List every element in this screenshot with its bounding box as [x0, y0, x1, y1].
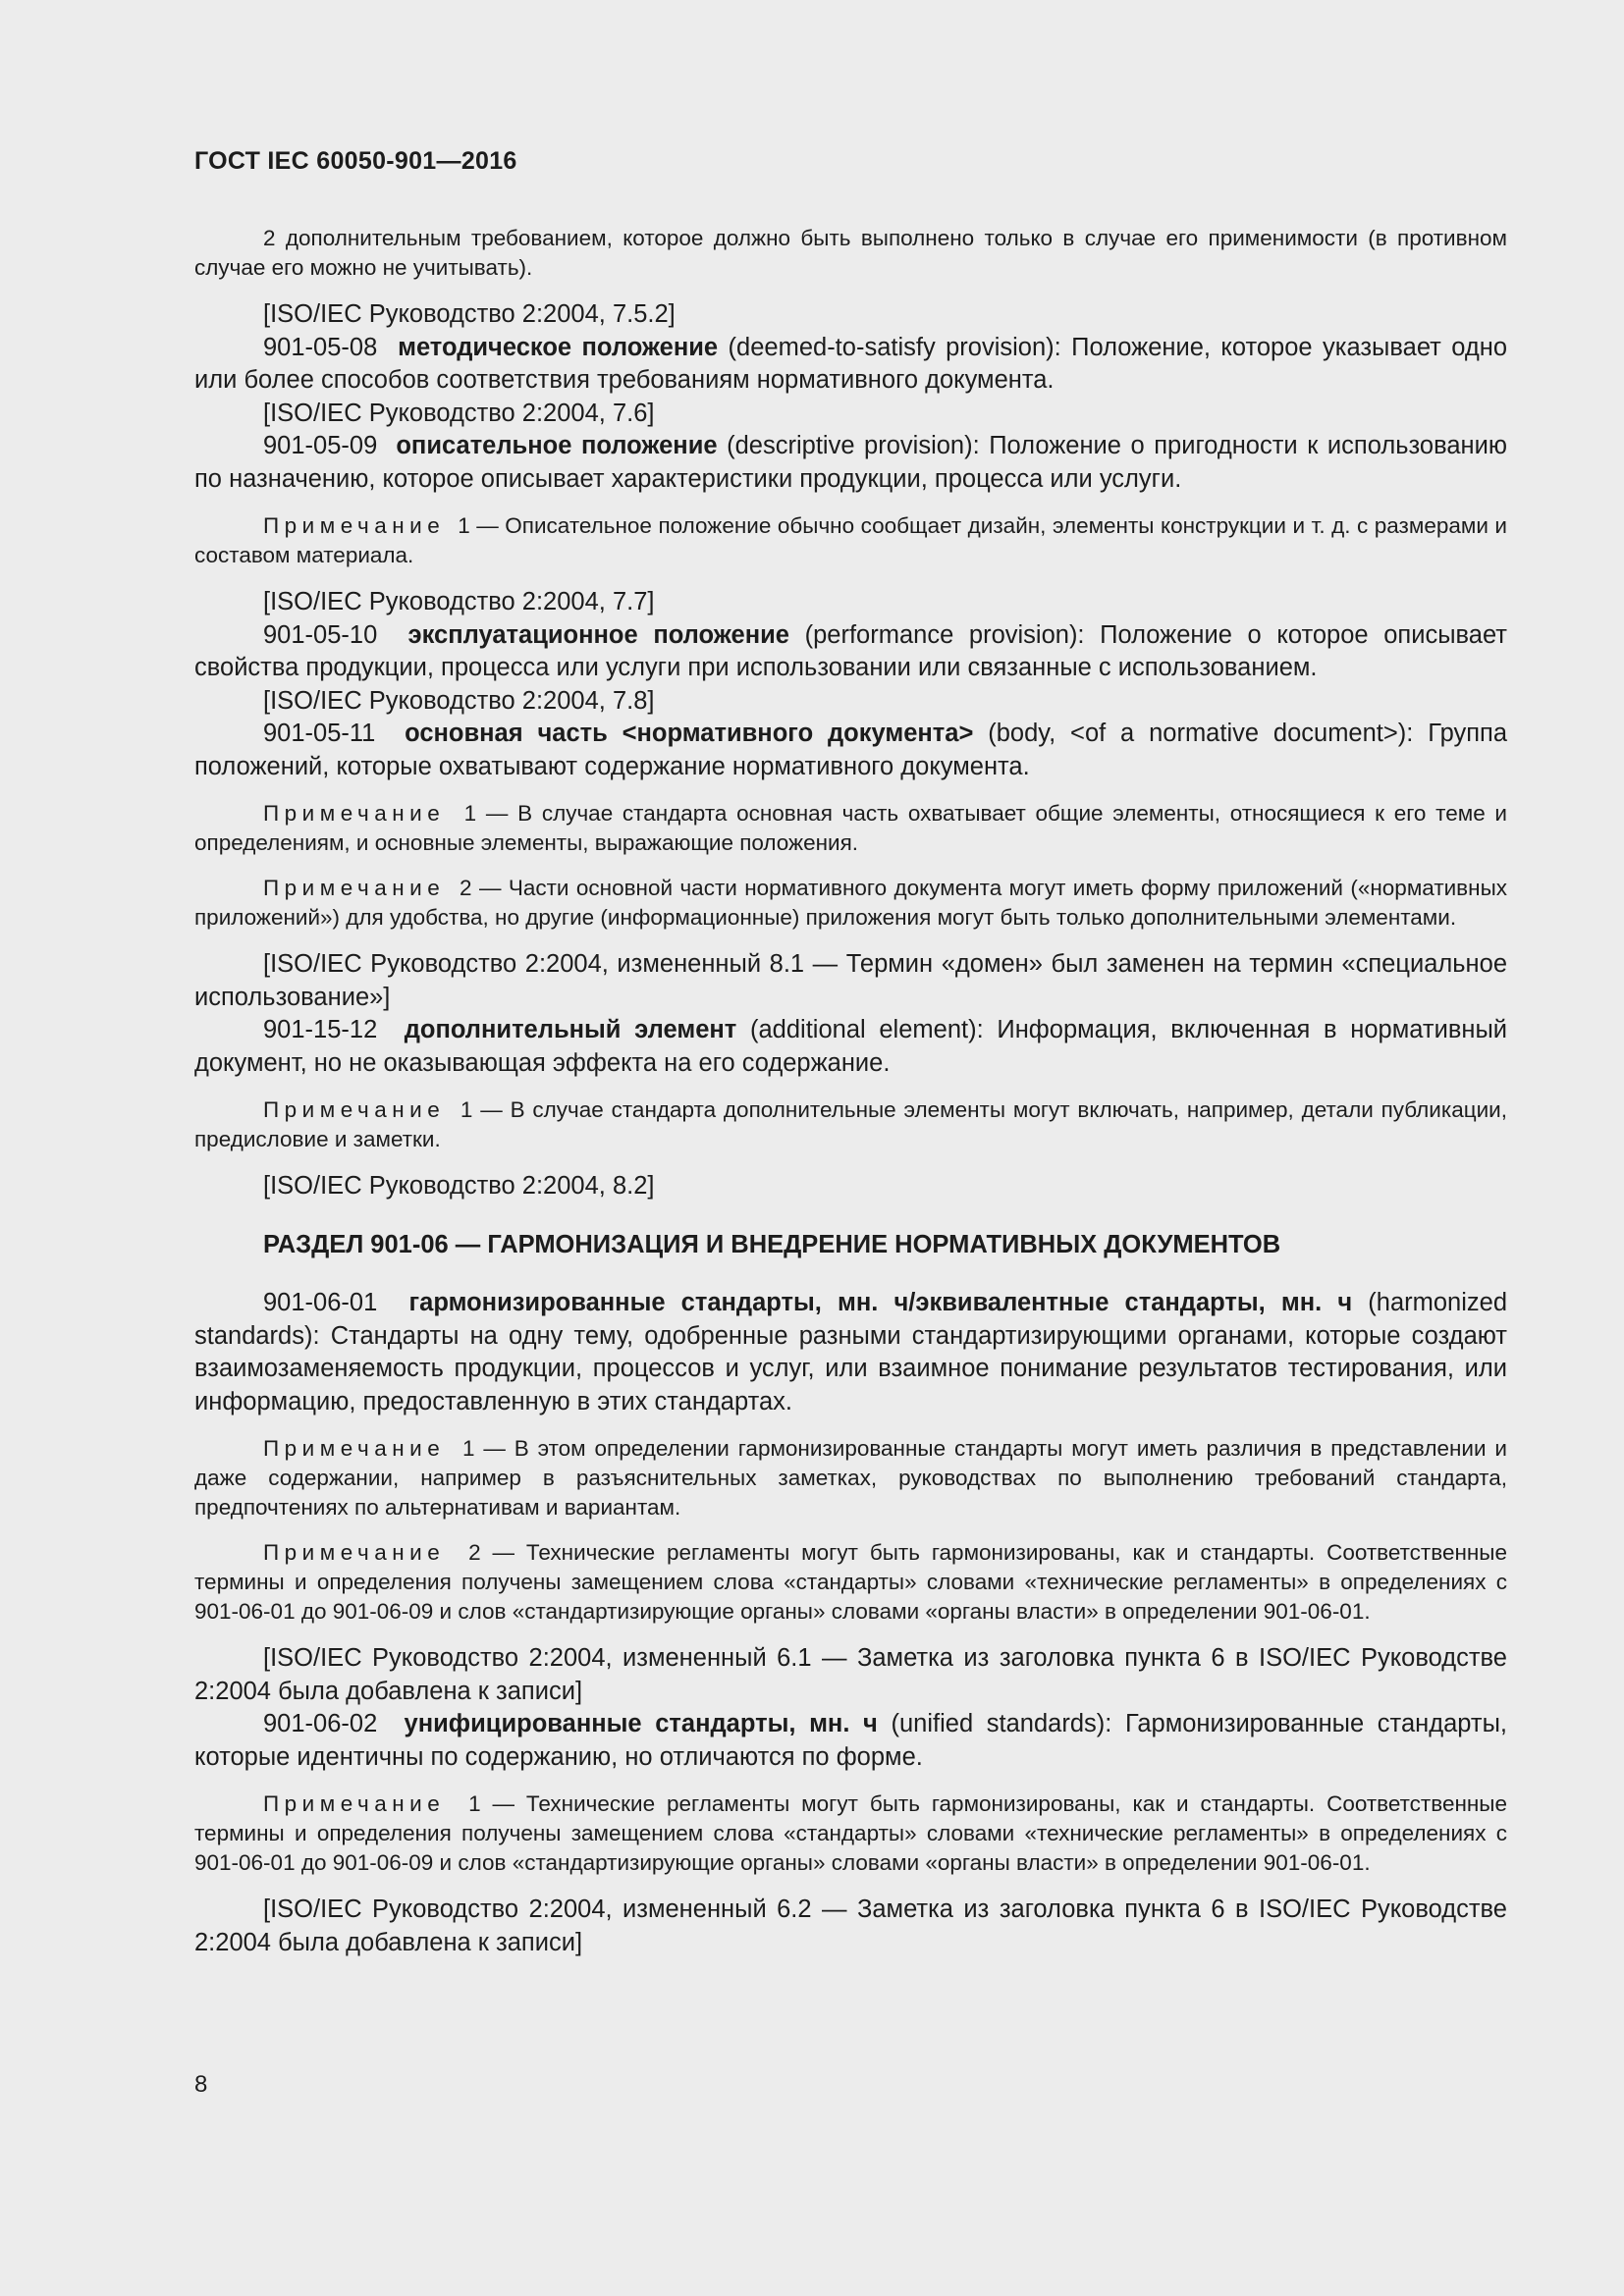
note-paragraph: [194, 1538, 1507, 1627]
note-label: Примечание: [263, 876, 446, 900]
paragraph-text: [ISO/IEC Руководство 2:2004, 7.5.2]: [263, 300, 676, 328]
note-label: Примечание: [263, 801, 446, 826]
page-number: 8: [194, 2071, 208, 2098]
term-name: эксплуатационное положение: [407, 620, 789, 649]
source-reference: [194, 948, 1507, 1014]
term-code: 901-06-01: [263, 1289, 378, 1316]
term-code: 901-15-12: [263, 1016, 378, 1043]
term-code: 901-05-08: [263, 333, 378, 361]
note-label: Примечание: [263, 1436, 446, 1461]
document-body: [194, 224, 1507, 1959]
note-paragraph: [194, 1434, 1507, 1522]
note-label: Примечание: [263, 1097, 446, 1122]
paragraph-text: 1 — В этом определении гармонизированные стандарты могут иметь различия в представлении и даже содержании, например в разъяснительных заметках, руководствах по выполнению требований стандарта, предпочтениях по альтернативам и вариантам.: [194, 1436, 1507, 1520]
source-reference: [194, 586, 1507, 619]
source-reference: [194, 685, 1507, 719]
term-name: методическое положение: [398, 333, 719, 361]
note-label: Примечание: [263, 1540, 446, 1565]
source-reference: [194, 1170, 1507, 1203]
term-entry: [194, 1287, 1507, 1418]
paragraph-text: 1 — Описательное положение обычно сообщает дизайн, элементы конструкции и т. д. с размерами и составом материала.: [194, 513, 1507, 567]
note-paragraph: [194, 799, 1507, 858]
source-reference: [194, 1642, 1507, 1708]
term-entry: [194, 1708, 1507, 1774]
source-reference: [194, 1894, 1507, 1959]
paragraph-text: [ISO/IEC Руководство 2:2004, 7.6]: [263, 399, 655, 427]
paragraph-text: 2 — Части основной части нормативного документа могут иметь форму приложений («нормативных приложений») для удобства, но другие (информационные) приложения могут быть только дополнительными элементами.: [194, 876, 1507, 930]
note-label: Примечание: [263, 1791, 446, 1816]
term-entry: [194, 619, 1507, 685]
term-name: гармонизированные стандарты, мн. ч/эквивалентные стандарты, мн. ч: [408, 1289, 1353, 1316]
term-code: 901-05-09: [263, 432, 378, 459]
paragraph-text: 1 — Технические регламенты могут быть гармонизированы, как и стандарты. Соответственные термины и определения получены замещением слова «стандарты» словами «технические регламенты» в определениях с 901-06-01 до 901-06-09 и слов «стандартизирующие органы» словами «органы власти» в определении 901-06-01.: [194, 1791, 1507, 1875]
term-code: 901-05-11: [263, 720, 376, 747]
paragraph-text: 2 дополнительным требованием, которое должно быть выполнено только в случае его применимости (в противном случае его можно не учитывать).: [194, 226, 1507, 280]
note-paragraph: [194, 874, 1507, 933]
term-entry: [194, 332, 1507, 398]
term-name: основная часть <нормативного документа>: [405, 720, 974, 747]
paragraph-text: [ISO/IEC Руководство 2:2004, измененный 8.1 — Термин «домен» был заменен на термин «специальное использование»]: [194, 950, 1507, 1011]
paragraph-text: 1 — В случае стандарта основная часть охватывает общие элементы, относящиеся к его теме и определениям, и основные элементы, выражающие положения.: [194, 801, 1507, 855]
standard-code-header: ГОСТ IEC 60050-901—2016: [194, 147, 517, 175]
paragraph-text: [ISO/IEC Руководство 2:2004, 7.7]: [263, 588, 655, 615]
term-entry: [194, 1014, 1507, 1080]
paragraph-text: [ISO/IEC Руководство 2:2004, 8.2]: [263, 1172, 655, 1200]
paragraph-text: (descriptive provision): Положение о пригодности к использованию по назначению, которое описывает характеристики продукции, процесса или услуги.: [194, 432, 1507, 493]
paragraph-text: (deemed-to-satisfy provision): Положение, которое указывает одно или более способов соответствия требованиям нормативного документа.: [194, 333, 1508, 394]
paragraph-text: 1 — В случае стандарта дополнительные элементы могут включать, например, детали публикации, предисловие и заметки.: [194, 1097, 1507, 1151]
term-code: 901-06-02: [263, 1710, 378, 1737]
paragraph-text: (body, <of a normative document>): Группа положений, которые охватывают содержание нормативного документа.: [194, 720, 1508, 780]
term-name: описательное положение: [396, 432, 718, 459]
paragraph-text: (performance provision): Положение о которое описывает свойства продукции, процесса или услуги при использовании или связанные с использованием.: [194, 620, 1507, 681]
note-paragraph: [194, 1095, 1507, 1154]
paragraph-text: (unified standards): Гармонизированные стандарты, которые идентичны по содержанию, но отличаются по форме.: [194, 1710, 1507, 1771]
paragraph-text: (additional element): Информация, включенная в нормативный документ, но не оказывающая эффекта на его содержание.: [194, 1016, 1508, 1077]
paragraph-text: [ISO/IEC Руководство 2:2004, 7.8]: [263, 686, 655, 715]
paragraph-text: 2 — Технические регламенты могут быть гармонизированы, как и стандарты. Соответственные термины и определения получены замещением слова «стандарты» словами «технические регламенты» в определениях с 901-06-01 до 901-06-09 и слов «стандартизирующие органы» словами «органы власти» в определении 901-06-01.: [194, 1540, 1507, 1624]
source-reference: [194, 298, 1507, 332]
term-entry: [194, 430, 1507, 496]
term-entry: [194, 718, 1507, 783]
paragraph-text: [ISO/IEC Руководство 2:2004, измененный 6.2 — Заметка из заголовка пункта 6 в ISO/IEC Руководстве 2:2004 была добавлена к записи]: [194, 1896, 1507, 1956]
note-label: Примечание: [263, 513, 446, 538]
source-reference: [194, 398, 1507, 431]
note-paragraph: [194, 1789, 1507, 1878]
paragraph-text: [ISO/IEC Руководство 2:2004, измененный 6.1 — Заметка из заголовка пункта 6 в ISO/IEC Руководстве 2:2004 была добавлена к записи]: [194, 1644, 1507, 1705]
note-paragraph: [194, 511, 1507, 570]
term-name: дополнительный элемент: [404, 1016, 737, 1043]
paragraph: [194, 224, 1507, 283]
term-code: 901-05-10: [263, 620, 378, 649]
term-name: унифицированные стандарты, мн. ч: [404, 1710, 878, 1737]
paragraph-text: (harmonized standards): Стандарты на одну тему, одобренные разными стандартизирующими органами, которые создают взаимозаменяемость продукции, процессов и услуг, или взаимное понимание результатов тестирования, или информацию, предоставленную в этих стандартах.: [194, 1289, 1508, 1415]
section-heading: РАЗДЕЛ 901-06 — ГАРМОНИЗАЦИЯ И ВНЕДРЕНИЕ НОРМАТИВНЫХ ДОКУМЕНТОВ: [263, 1230, 1281, 1258]
